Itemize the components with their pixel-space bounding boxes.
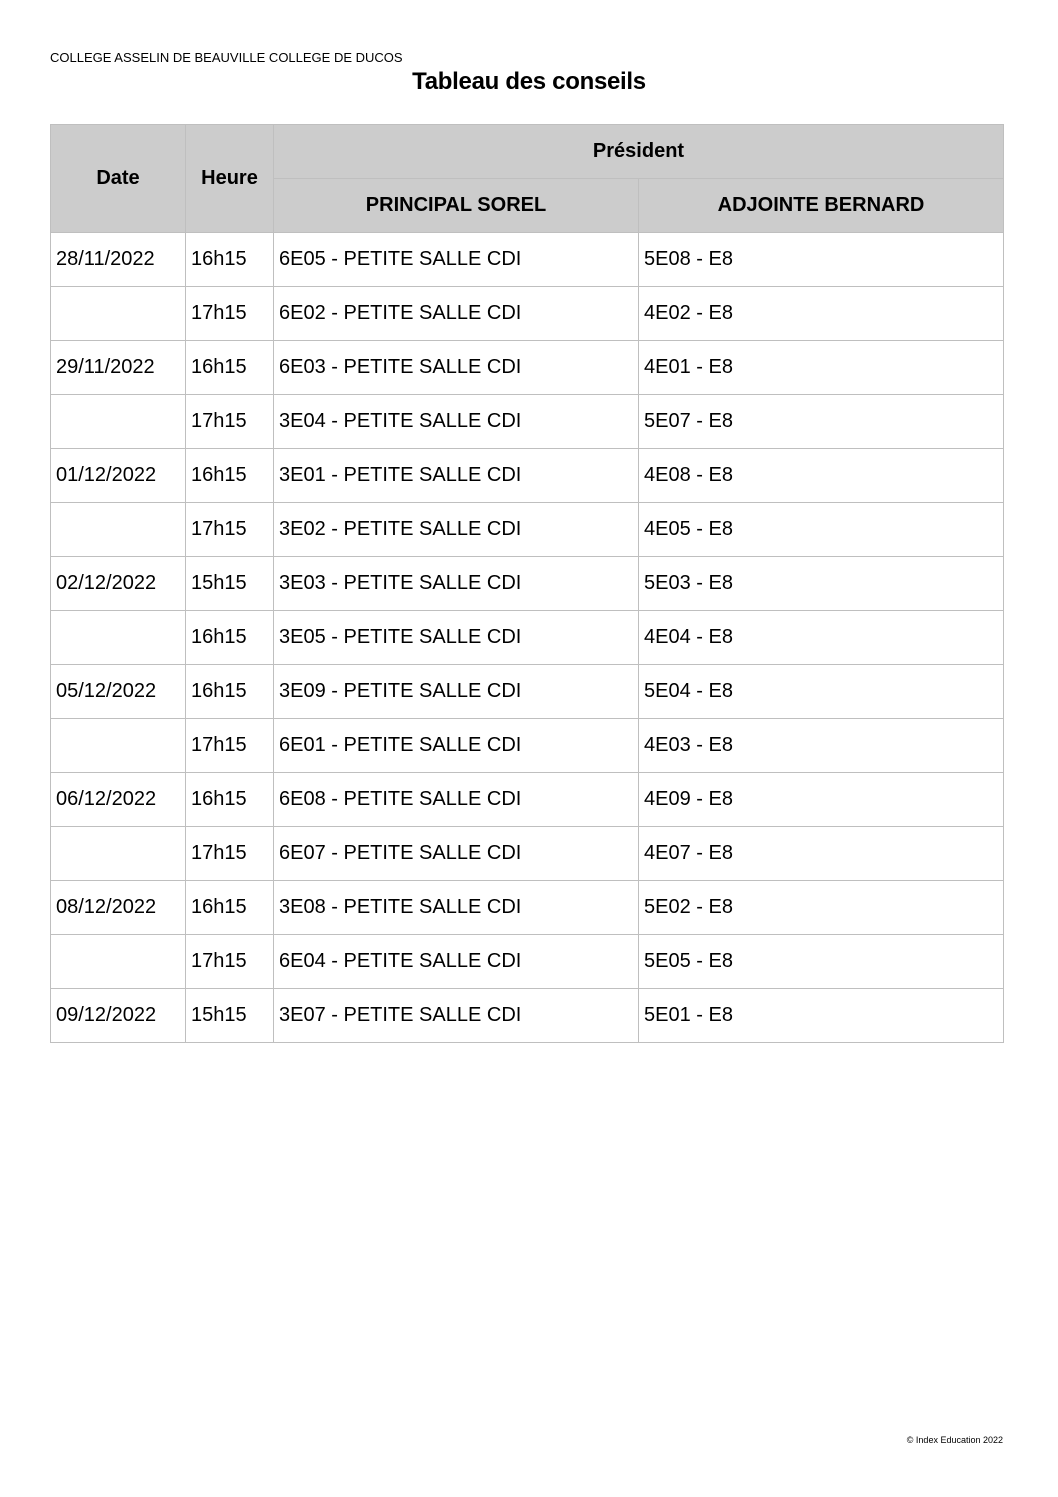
cell-heure: 16h15 xyxy=(186,773,274,827)
cell-heure: 16h15 xyxy=(186,881,274,935)
cell-adjointe: 4E04 - E8 xyxy=(639,611,1004,665)
cell-date xyxy=(51,287,186,341)
column-group-president: Président xyxy=(274,125,1004,179)
cell-adjointe: 5E03 - E8 xyxy=(639,557,1004,611)
table-row xyxy=(51,611,1004,665)
cell-heure: 17h15 xyxy=(186,827,274,881)
table-row xyxy=(51,827,1004,881)
cell-date xyxy=(51,827,186,881)
cell-adjointe: 4E02 - E8 xyxy=(639,287,1004,341)
cell-date: 02/12/2022 xyxy=(51,557,186,611)
column-header-heure: Heure xyxy=(186,125,274,233)
cell-principal: 3E01 - PETITE SALLE CDI xyxy=(274,449,639,503)
cell-adjointe: 4E01 - E8 xyxy=(639,341,1004,395)
table-row xyxy=(51,881,1004,935)
cell-adjointe: 5E07 - E8 xyxy=(639,395,1004,449)
cell-heure: 16h15 xyxy=(186,665,274,719)
councils-table xyxy=(50,124,1004,1043)
cell-date: 29/11/2022 xyxy=(51,341,186,395)
cell-heure: 17h15 xyxy=(186,395,274,449)
column-header-adjointe: ADJOINTE BERNARD xyxy=(639,179,1004,233)
cell-date: 28/11/2022 xyxy=(51,233,186,287)
cell-date xyxy=(51,395,186,449)
cell-adjointe: 5E02 - E8 xyxy=(639,881,1004,935)
cell-date: 08/12/2022 xyxy=(51,881,186,935)
cell-adjointe: 4E03 - E8 xyxy=(639,719,1004,773)
cell-date xyxy=(51,503,186,557)
table-row xyxy=(51,449,1004,503)
cell-principal: 6E05 - PETITE SALLE CDI xyxy=(274,233,639,287)
cell-date: 09/12/2022 xyxy=(51,989,186,1043)
table-row xyxy=(51,503,1004,557)
cell-principal: 3E05 - PETITE SALLE CDI xyxy=(274,611,639,665)
cell-heure: 16h15 xyxy=(186,449,274,503)
cell-principal: 6E01 - PETITE SALLE CDI xyxy=(274,719,639,773)
cell-heure: 16h15 xyxy=(186,341,274,395)
column-header-date: Date xyxy=(51,125,186,233)
cell-adjointe: 5E05 - E8 xyxy=(639,935,1004,989)
cell-adjointe: 4E09 - E8 xyxy=(639,773,1004,827)
cell-principal: 3E03 - PETITE SALLE CDI xyxy=(274,557,639,611)
cell-adjointe: 4E05 - E8 xyxy=(639,503,1004,557)
cell-adjointe: 5E08 - E8 xyxy=(639,233,1004,287)
cell-heure: 16h15 xyxy=(186,611,274,665)
cell-adjointe: 5E01 - E8 xyxy=(639,989,1004,1043)
cell-principal: 3E08 - PETITE SALLE CDI xyxy=(274,881,639,935)
cell-date: 01/12/2022 xyxy=(51,449,186,503)
table-row xyxy=(51,935,1004,989)
table-row xyxy=(51,395,1004,449)
cell-principal: 3E09 - PETITE SALLE CDI xyxy=(274,665,639,719)
table-row xyxy=(51,557,1004,611)
cell-principal: 6E02 - PETITE SALLE CDI xyxy=(274,287,639,341)
table-row xyxy=(51,989,1004,1043)
cell-heure: 16h15 xyxy=(186,233,274,287)
cell-date: 05/12/2022 xyxy=(51,665,186,719)
copyright-footer: © Index Education 2022 xyxy=(906,1435,1003,1445)
cell-heure: 17h15 xyxy=(186,287,274,341)
cell-principal: 6E03 - PETITE SALLE CDI xyxy=(274,341,639,395)
cell-date xyxy=(51,935,186,989)
cell-heure: 17h15 xyxy=(186,719,274,773)
table-row xyxy=(51,341,1004,395)
cell-date xyxy=(51,611,186,665)
table-row xyxy=(51,773,1004,827)
cell-date: 06/12/2022 xyxy=(51,773,186,827)
table-row xyxy=(51,719,1004,773)
cell-principal: 3E04 - PETITE SALLE CDI xyxy=(274,395,639,449)
table-row xyxy=(51,665,1004,719)
table-row xyxy=(51,287,1004,341)
table-row xyxy=(51,233,1004,287)
table-body xyxy=(51,233,1004,1043)
school-name: COLLEGE ASSELIN DE BEAUVILLE COLLEGE DE DUCOS xyxy=(50,50,403,65)
column-header-principal: PRINCIPAL SOREL xyxy=(274,179,639,233)
cell-heure: 17h15 xyxy=(186,503,274,557)
cell-adjointe: 4E08 - E8 xyxy=(639,449,1004,503)
cell-heure: 17h15 xyxy=(186,935,274,989)
cell-heure: 15h15 xyxy=(186,557,274,611)
cell-principal: 3E02 - PETITE SALLE CDI xyxy=(274,503,639,557)
cell-principal: 6E04 - PETITE SALLE CDI xyxy=(274,935,639,989)
page-title: Tableau des conseils xyxy=(412,68,646,95)
cell-date xyxy=(51,719,186,773)
cell-heure: 15h15 xyxy=(186,989,274,1043)
cell-principal: 3E07 - PETITE SALLE CDI xyxy=(274,989,639,1043)
cell-adjointe: 5E04 - E8 xyxy=(639,665,1004,719)
cell-principal: 6E07 - PETITE SALLE CDI xyxy=(274,827,639,881)
cell-adjointe: 4E07 - E8 xyxy=(639,827,1004,881)
cell-principal: 6E08 - PETITE SALLE CDI xyxy=(274,773,639,827)
